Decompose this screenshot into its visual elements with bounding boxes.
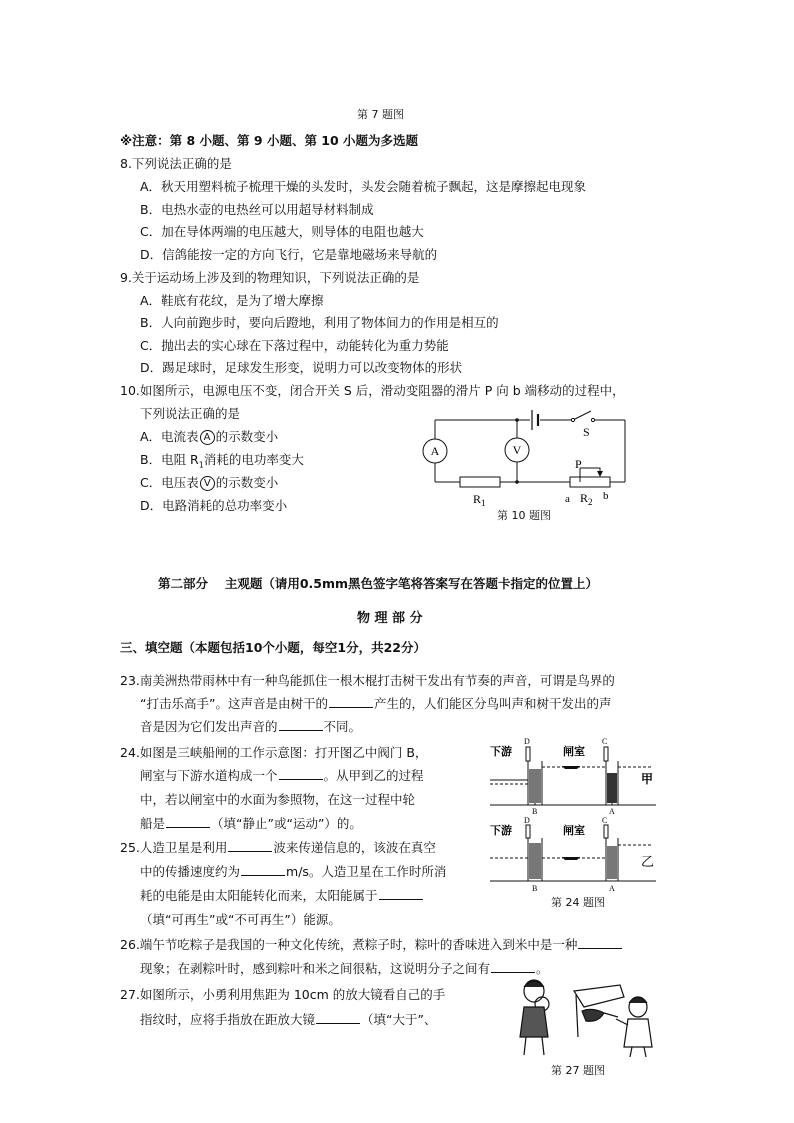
q26-line2: 现象；在剥粽叶时，感到粽叶和米之间很粘，这说明分子之间有 。	[140, 961, 549, 976]
q25-line3: 耗的电能是由太阳能转化而来，太阳能属于	[140, 886, 424, 904]
q8-option-d: D．信鸽能按一定的方向飞行，它是靠地磁场来导航的	[140, 247, 438, 262]
fig-end-b: b	[603, 490, 609, 502]
q24-line3: 中，若以闸室中的水面为参照物，在这一过程中轮	[140, 792, 416, 807]
q24-blank-1[interactable]	[279, 767, 323, 780]
fig27-caption: 第 27 题图	[551, 1064, 605, 1077]
q8-option-c: C．加在导体两端的电压越大，则导体的电阻也越大	[140, 224, 424, 239]
q8-option-a: A．秋天用塑料梳子梳理干燥的头发时，头发会随着梳子飘起，这是摩擦起电现象	[140, 179, 587, 194]
fig-jia-label: 甲	[641, 772, 654, 786]
q9-option-c: C．抛出去的实心球在下落过程中，动能转化为重力势能	[140, 338, 449, 353]
q9-stem: 9.关于运动场上涉及到的物理知识，下列说法正确的是	[120, 270, 420, 285]
q10-circuit-diagram	[415, 398, 640, 523]
voltmeter-symbol: V	[200, 476, 215, 491]
ammeter-symbol: A	[200, 430, 215, 445]
q10-option-a: A．电流表 A 的示数变小	[140, 429, 279, 444]
q10-option-c: C．电压表 V 的示数变小	[140, 475, 279, 490]
fig-r2-label: $R_2$	[580, 491, 593, 507]
fig-valve-b-1: B	[532, 807, 538, 816]
fig24-caption: 第 24 题图	[551, 896, 605, 909]
fig-gate-c-1: C	[602, 737, 608, 746]
fig7-caption: 第 7 题图	[357, 108, 404, 121]
q9-option-d: D．踢足球时，足球发生形变，说明力可以改变物体的形状	[140, 360, 463, 375]
fig-chamber-label-1: 闸室	[563, 746, 585, 758]
q27-line2: 指纹时，应将手指放在距放大镜 （填“大于”、	[140, 1012, 437, 1027]
q23-blank-1[interactable]	[329, 695, 373, 708]
fig-switch-label: S	[583, 425, 590, 439]
q26-line1: 26.端午节吃粽子是我国的一种文化传统，煮粽子时，粽叶的香味进入到米中是一种	[120, 935, 623, 953]
fig-valve-b-2: B	[532, 884, 538, 893]
part2-title: 第二部分 主观题（请用0.5mm黑色签字笔将答案写在答题卡指定的位置上）	[158, 576, 599, 591]
q10-stem-line1: 10.如图所示，电源电压不变，闭合开关 S 后，滑动变阻器的滑片 P 向 b 端移动的过程中，	[120, 383, 625, 398]
q23-line1: 23.南美洲热带雨林中有一种鸟能抓住一根木棍打击树干发出有节奏的声音，可谓是鸟界的	[120, 673, 615, 688]
physics-section-title: 物 理 部 分	[357, 611, 423, 626]
fig-valve-a-2: A	[609, 884, 615, 893]
q10-option-b: B．电阻 $R_1$消耗的电功率变大	[140, 452, 304, 470]
fig-downstream-label-2: 下游	[490, 825, 512, 837]
fig-valve-a-1: A	[609, 807, 615, 816]
q24-line2: 闸室与下游水道构成一个 。从甲到乙的过程	[140, 768, 424, 783]
q8-option-b: B．电热水壶的电热丝可以用超导材料制成	[140, 202, 374, 217]
q24-line4: 船是 （填“静止”或“运动”）的。	[140, 816, 362, 831]
q26-blank-1[interactable]	[578, 936, 622, 949]
q23-line2: “打击乐高手”。这声音是由树干的 产生的，人们能区分鸟叫声和树干发出的声	[140, 696, 612, 711]
q27-magnifier-illustration	[512, 977, 662, 1059]
q26-blank-2[interactable]	[491, 960, 535, 973]
fig-yi-label: 乙	[641, 854, 655, 869]
fig-gate-c-2: C	[602, 816, 608, 825]
q27-line1: 27.如图所示，小勇利用焦距为 10cm 的放大镜看自己的手	[120, 987, 446, 1002]
q24-line1: 24.如图是三峡船闸的工作示意图：打开图乙中阀门 B，	[120, 745, 428, 760]
q8-stem: 8.下列说法正确的是	[120, 156, 232, 171]
q27-blank-1[interactable]	[316, 1011, 360, 1024]
q24-blank-2[interactable]	[166, 815, 210, 828]
fig-gate-d-1: D	[524, 737, 530, 746]
q25-line4: （填“可再生”或“不可再生”）能源。	[140, 912, 341, 927]
q25-line1: 25.人造卫星是利用 波来传递信息的，该波在真空	[120, 840, 436, 855]
q9-option-b: B．人向前跑步时，要向后蹬地，利用了物体间力的作用是相互的	[140, 315, 499, 330]
q23-blank-2[interactable]	[279, 718, 323, 731]
q25-blank-1[interactable]	[228, 839, 272, 852]
q25-blank-3[interactable]	[379, 887, 423, 900]
q9-option-a: A．鞋底有花纹，是为了增大摩擦	[140, 293, 324, 308]
q10-stem-line2: 下列说法正确的是	[140, 406, 241, 421]
fig10-caption: 第 10 题图	[497, 509, 551, 522]
q10-option-d: D．电路消耗的总功率变小	[140, 498, 288, 513]
q25-line2: 中的传播速度约为 m/s。人造卫星在工作时所消	[140, 864, 447, 879]
fig-gate-d-2: D	[524, 816, 530, 825]
fig-downstream-label-1: 下游	[490, 746, 512, 758]
q25-blank-2[interactable]	[241, 863, 285, 876]
fig-slider-label: P	[575, 457, 582, 471]
section3-title: 三、填空题（本题包括10个小题，每空1分，共22分）	[120, 640, 426, 655]
fig-ammeter-label: A	[430, 444, 440, 458]
q23-line3: 音是因为它们发出声音的 不同。	[140, 719, 362, 734]
fig-voltmeter-label: V	[512, 443, 522, 457]
multi-choice-note: ※注意：第 8 小题、第 9 小题、第 10 小题为多选题	[120, 133, 419, 148]
q24-shiplock-diagram	[488, 733, 663, 895]
fig-end-a: a	[565, 493, 570, 505]
fig-r1-label: $R_1$	[473, 492, 486, 508]
fig-chamber-label-2: 闸室	[563, 825, 585, 837]
